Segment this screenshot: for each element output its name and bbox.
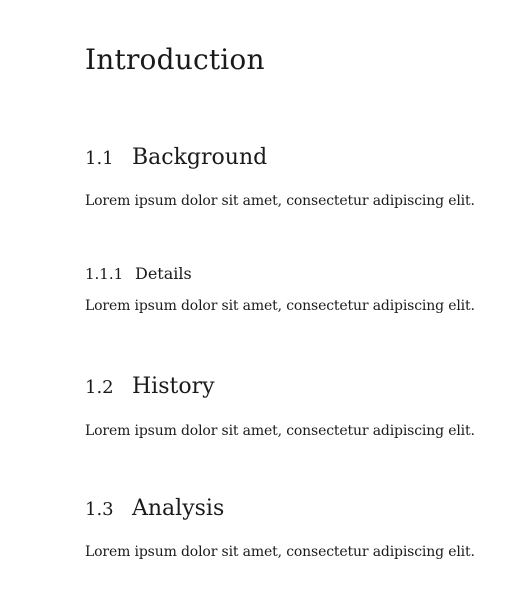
section-title: Analysis — [132, 496, 225, 521]
section-body-analysis: Lorem ipsum dolor sit amet, consectetur adipiscing elit. — [85, 544, 475, 560]
section-heading-background — [85, 144, 267, 173]
subsection-heading-details — [85, 263, 192, 285]
subsection-body-details: Lorem ipsum dolor sit amet, consectetur adipiscing elit. — [85, 298, 475, 314]
subsection-number: 1.1.1 — [85, 265, 124, 283]
section-number: 1.1 — [85, 148, 114, 169]
section-heading-history — [85, 373, 215, 402]
section-heading-analysis — [85, 495, 224, 524]
section-body-background: Lorem ipsum dolor sit amet, consectetur adipiscing elit. — [85, 193, 475, 209]
section-number: 1.3 — [85, 499, 114, 520]
section-body-history: Lorem ipsum dolor sit amet, consectetur adipiscing elit. — [85, 423, 475, 439]
chapter-title: Introduction — [85, 43, 265, 76]
section-number: 1.2 — [85, 377, 114, 398]
subsection-title: Details — [135, 264, 192, 283]
section-title: History — [132, 374, 215, 399]
section-title: Background — [132, 145, 268, 170]
